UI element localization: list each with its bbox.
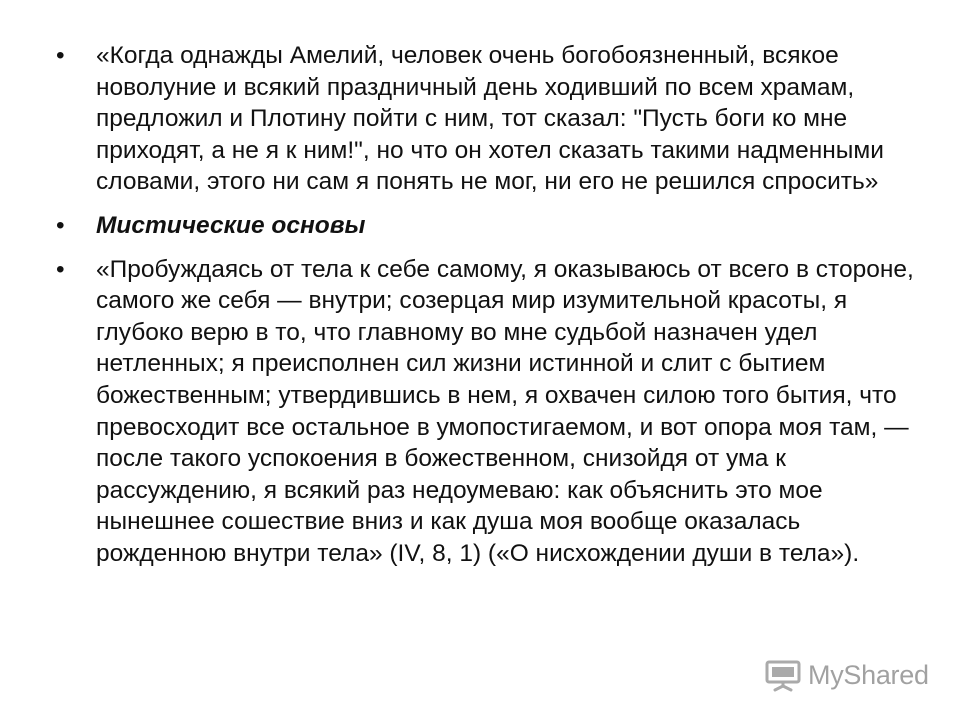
- watermark: [764, 656, 929, 694]
- bullet-text: «Когда однажды Амелий, человек очень богобоязненный, всякое новолуние и всякий праздничный день ходивший по всем храмам, предложил и Плотину пойти с ним, тот сказал: "Пусть боги ко мне приходят, а не я к ним!", но что он хотел сказать такими надменными словами, этого ни сам я понять не мог, ни его не решился спросить»: [96, 42, 884, 196]
- bullet-marker: •: [56, 42, 65, 69]
- bullet-item: [56, 40, 916, 198]
- bullet-marker: •: [56, 255, 65, 283]
- bullet-text: «Пробуждаясь от тела к себе самому, я оказываюсь от всего в стороне, самого же себя — внутри; созерцая мир изумительной красоты, я глубоко верю в то, что главному во мне судьбой назначен удел нетленных; я преисполнен сил жизни истинной и слит с бытием божественным; утвердившись в нем, я охвачен силою того бытия, что превосходит все остальное в умопостигаемом, и вот опора моя там, — после такого успокоения в божественном, снизойдя от ума к рассуждению, я всякий раз недоумеваю: как объяснить это мое нынешнее сошествие вниз и как душа моя вообще оказалась рожденною внутри тела» (IV, 8, 1) («О нисхождении души в тела»).: [96, 255, 914, 567]
- presentation-board-icon: [764, 656, 802, 694]
- section-heading: Мистические основы: [96, 211, 366, 239]
- bullet-item-heading: [56, 210, 916, 242]
- watermark-text: MyShared: [808, 659, 929, 690]
- bullet-marker: •: [56, 211, 65, 239]
- bullet-item: [56, 254, 916, 570]
- bullet-list: [56, 40, 916, 582]
